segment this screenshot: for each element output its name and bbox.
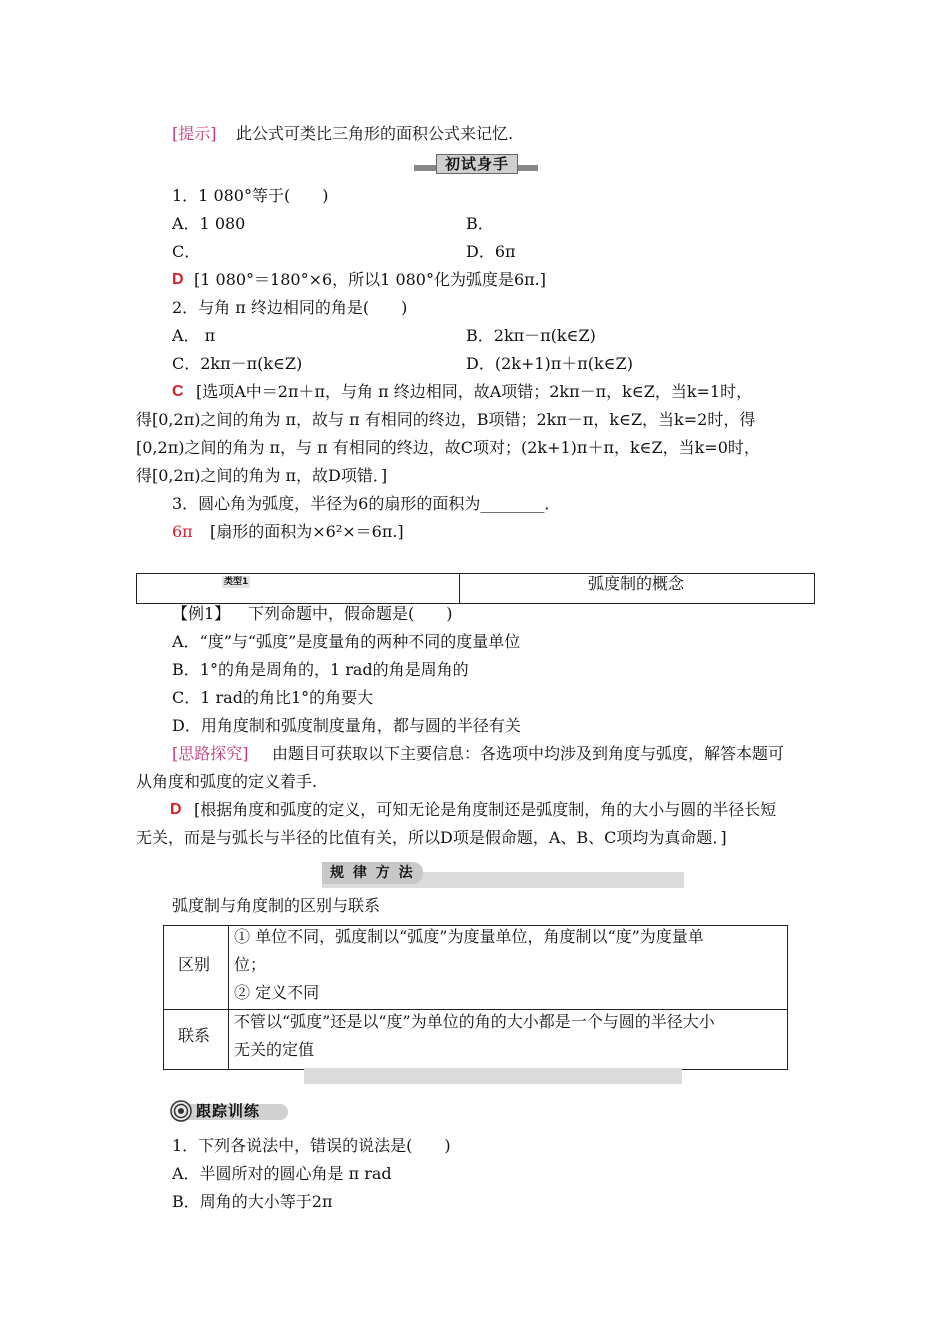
method-row-head: 区别: [178, 955, 211, 974]
q1-answer-text: [1 080°＝180°×6，所以1 080°化为弧度是6π.]: [194, 270, 547, 289]
followup-q1-option-a: A．半圆所对的圆心角是 π rad: [172, 1164, 392, 1183]
example-answer-line: [根据角度和弧度的定义，可知无论是角度制还是弧度制，角的大小与圆的半径长短: [194, 800, 777, 819]
type-header-divider: [459, 573, 460, 604]
section-try-title: 初试身手: [436, 154, 518, 174]
followup-q1-option-b: B．周角的大小等于2π: [172, 1192, 333, 1211]
target-icon: [170, 1100, 192, 1122]
q1-option-c: C．: [172, 242, 201, 261]
q1-answer-letter: D: [172, 271, 184, 288]
q2-answer-line: [选项A中＝2π＋π，与角 π 终边相同，故A项错；2kπ－π，k∈Z，当k=1时，: [196, 382, 753, 401]
type-title: 弧度制的概念: [588, 574, 685, 593]
q2-answer-letter: C: [172, 383, 184, 400]
followup-title: 跟踪训练: [196, 1102, 261, 1120]
idea-line: 从角度和弧度的定义着手.: [136, 772, 318, 791]
method-row-line: 无关的定值: [234, 1040, 315, 1059]
method-row-line: 位；: [234, 955, 267, 974]
followup-header: [170, 1100, 288, 1122]
method-table-row-line: [163, 1009, 788, 1010]
example-stem: 下列命题中，假命题是( ): [248, 604, 453, 623]
q3-answer-value: 6π: [172, 522, 193, 541]
q2-option-c: C．2kπ－π(k∈Z): [172, 354, 303, 373]
idea-tag: [思路探究]: [172, 744, 249, 763]
q3-answer-text: [扇形的面积为×6²×＝6π.]: [210, 522, 404, 541]
example-option-c: C．1 rad的角比1°的角要大: [172, 688, 374, 707]
method-row-head: 联系: [178, 1026, 211, 1045]
followup-q1-stem: 1．下列各说法中，错误的说法是( ): [172, 1136, 451, 1155]
example-option-b: B．1°的角是周角的，1 rad的角是周角的: [172, 660, 469, 679]
q2-option-a: A． π: [172, 326, 216, 345]
q2-option-b: B．2kπ－π(k∈Z): [466, 326, 596, 345]
q1-stem: 1．1 080°等于( ): [172, 186, 329, 205]
method-banner: [322, 862, 684, 888]
section-try-banner: [414, 154, 538, 174]
example-answer-letter: D: [170, 801, 182, 818]
q2-option-d: D．(2k+1)π＋π(k∈Z): [466, 354, 633, 373]
hint-text: 此公式可类比三角形的面积公式来记忆.: [236, 124, 514, 143]
method-row-line: 不管以“弧度”还是以“度”为单位的角的大小都是一个与圆的半径大小: [234, 1012, 715, 1031]
method-row-line: ② 定义不同: [234, 983, 320, 1002]
idea-line: 由题目可获取以下主要信息：各选项中均涉及到角度与弧度，解答本题可: [272, 744, 785, 763]
example-answer-line: 无关，而是与弧长与半径的比值有关，所以D项是假命题，A、B、C项均为真命题．]: [136, 828, 727, 847]
q1-option-a: A．1 080: [172, 214, 246, 233]
example-label: 【例1】: [172, 604, 231, 623]
example-option-a: A．“度”与“弧度”是度量角的两种不同的度量单位: [172, 632, 521, 651]
q2-answer-line: 得[0,2π)之间的角为 π，故D项错．]: [136, 466, 388, 485]
q3-stem: 3．圆心角为弧度，半径为6的扇形的面积为________．: [172, 494, 561, 513]
method-table-col-line: [228, 925, 229, 1070]
method-row-line: ① 单位不同，弧度制以“弧度”为度量单位，角度制以“度”为度量单: [234, 927, 704, 946]
method-intro: 弧度制与角度制的区别与联系: [172, 896, 381, 915]
example-option-d: D．用角度制和弧度制度量角，都与圆的半径有关: [172, 716, 521, 735]
q2-stem: 2．与角 π 终边相同的角是( ): [172, 298, 408, 317]
method-title: 规 律 方 法: [322, 862, 423, 884]
hint-tag: [提示]: [172, 124, 217, 143]
q1-option-b: B．: [466, 214, 494, 233]
method-bottom-bar: [304, 1068, 682, 1084]
type-badge: 类型1: [224, 577, 249, 587]
q2-answer-line: 得[0,2π)之间的角为 π，故与 π 有相同的终边，B项错；2kπ－π，k∈Z，当k=2时，得: [136, 410, 756, 429]
q2-answer-line: [0,2π)之间的角为 π，与 π 有相同的终边，故C项对；(2k+1)π＋π，k∈Z，当k=0时，: [136, 438, 760, 457]
q1-option-d: D．6π: [466, 242, 516, 261]
